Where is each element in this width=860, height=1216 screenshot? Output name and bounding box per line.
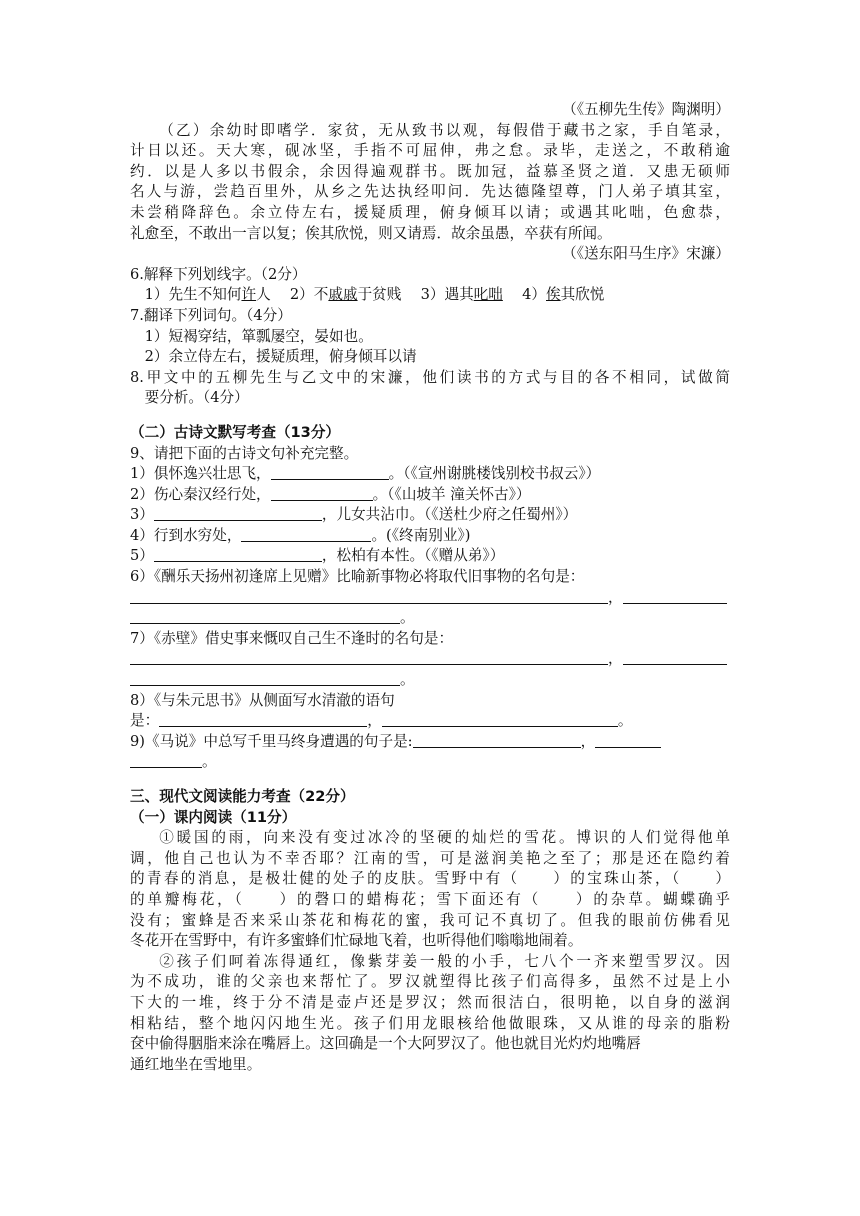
passage-line: 名人与游，尝趋百里外，从乡之先达执经叩问．先达德隆望尊，门人弟子填其室， [130, 183, 730, 201]
question-8-line-2: 要分析。（4分） [144, 389, 249, 407]
fill-item-3: 3） ，儿女共沾巾。（《送杜少府之任蜀州》） [130, 506, 578, 524]
answer-blank[interactable] [271, 485, 373, 501]
subsection-heading: （一）课内阅读（11分） [130, 808, 297, 826]
passage-line: 冬花开在雪野中，有许多蜜蜂们忙碌地飞着，也听得他们嗡嗡地闹着。 [130, 932, 583, 950]
answer-blank[interactable] [154, 505, 322, 521]
answer-blank[interactable] [595, 732, 661, 748]
answer-blank[interactable] [130, 670, 400, 686]
fill-item-4: 4）行到水穷处， 。(《终南别业》) [130, 526, 471, 544]
fill-item-2: 2）伤心秦汉经行处， 。（《山坡羊 潼关怀古》） [130, 485, 531, 503]
question-9-title: 9、请把下面的古诗文句补充完整。 [130, 444, 359, 462]
passage-snow [130, 828, 730, 1075]
question-6-title: 6.解释下列划线字。（2分） [130, 265, 307, 283]
question-8-line-1: 8.甲文中的五柳先生与乙文中的宋濂，他们读书的方式与目的各不相同，试做简 [130, 368, 730, 386]
fill-item-5: 5） ，松柏有本性。（《赠从弟》） [130, 547, 505, 565]
fill-item-9-blanks: 。 [130, 752, 730, 773]
fill-item-7-blanks: ， [130, 649, 730, 670]
passage-line: 计日以还。天大寒，砚冰坚，手指不可屈伸，弗之怠。录毕，走送之，不敢稍逾 [130, 142, 730, 160]
question-7-item-1: 1）短褐穿结，箪瓢屡空，晏如也。 [144, 327, 373, 345]
passage-line: 未尝稍降辞色。余立侍左右，援疑质理，俯身倾耳以请；或遇其叱咄，色愈恭， [130, 203, 730, 221]
answer-blank[interactable] [623, 588, 727, 604]
question-7-title: 7.翻译下列词句。（4分） [130, 306, 292, 324]
fill-item-8: 8）《与朱元思书》从侧面写水清澈的语句 [130, 691, 395, 709]
answer-blank[interactable] [130, 649, 608, 665]
answer-blank[interactable] [130, 752, 202, 768]
fill-item-7-blanks: 。 [130, 670, 730, 691]
answer-blank[interactable] [130, 588, 608, 604]
source-note: （《送东阳马生序》宋濂） [562, 245, 730, 263]
fill-item-9: 9)《马说》中总写千里马终身遭遇的句子是: ， [130, 732, 730, 753]
passage-line: 相粘结，整个地闪闪地生光。孩子们用龙眼核给他做眼珠，又从谁的母亲的脂粉 [130, 1014, 730, 1032]
passage-line: 为不成功，谁的父亲也来帮忙了。罗汉就塑得比孩子们高得多，虽然不过是上小 [130, 973, 730, 991]
answer-blank[interactable] [130, 608, 400, 624]
fill-item-1: 1）俱怀逸兴壮思飞， 。（《宣州谢朓楼饯别校书叔云》） [130, 465, 601, 483]
passage-line: 的青春的消息，是极壮健的处子的皮肤。雪野中有（ ）的宝珠山茶，（ ） [130, 870, 730, 888]
answer-blank[interactable] [154, 546, 322, 562]
passage-line: （乙）余幼时即嗜学．家贫，无从致书以观，每假借于藏书之家，手自笔录， [159, 121, 730, 139]
question-6-items: 1）先生不知何许人 2）不戚戚于贫贱 3）遇其叱咄 4）俟其欣悦 [144, 286, 605, 304]
passage-line: 没有；蜜蜂是否来采山茶花和梅花的蜜，我可记不真切了。但我的眼前仿佛看见 [130, 911, 730, 929]
section-heading: 三、现代文阅读能力考查（22分） [130, 788, 355, 805]
fill-item-8-blanks: 是： ， 。 [130, 712, 633, 730]
fill-item-7: 7）《赤壁》借史事来慨叹自己生不逢时的名句是： [130, 629, 454, 647]
passage-line: 通红地坐在雪地里。 [130, 1055, 262, 1073]
answer-blank[interactable] [413, 732, 581, 748]
passage-line: 奁中偷得胭脂来涂在嘴唇上。这回确是一个大阿罗汉了。他也就目光灼灼地嘴唇 [130, 1035, 641, 1053]
passage-line: 的单瓣梅花，（ ）的磬口的蜡梅花；雪下面还有（ ）的杂草。蝴蝶确乎 [130, 890, 730, 908]
answer-blank[interactable] [159, 711, 367, 727]
question-7-item-2: 2）余立侍左右，援疑质理，俯身倾耳以请 [144, 348, 417, 366]
fill-item-6: 6）《酬乐天扬州初逢席上见赠》比喻新事物必将取代旧事物的名句是： [130, 568, 585, 586]
passage-line: 礼愈至，不敢出一言以复；俟其欣悦，则又请焉．故余虽愚，卒获有所闻。 [130, 224, 612, 242]
fill-item-6-blanks: 。 [130, 608, 730, 629]
document-page [130, 100, 730, 1075]
fill-item-6-blanks: ， [130, 588, 730, 609]
passage-yi [130, 121, 730, 245]
source-note: （《五柳先生传》陶渊明） [562, 101, 730, 118]
passage-line: 下大的一堆，终于分不清是壶卢还是罗汉；然而很洁白，很明艳，以自身的滋润 [130, 993, 730, 1011]
answer-blank[interactable] [623, 649, 727, 665]
passage-line: ②孩子们呵着冻得通红，像紫芽姜一般的小手，七八个一齐来塑雪罗汉。因 [159, 952, 730, 970]
answer-blank[interactable] [382, 711, 618, 727]
passage-line: ①暖国的雨，向来没有变过冰冷的坚硬的灿烂的雪花。博识的人们觉得他单 [159, 829, 730, 847]
passage-line: 约．以是人多以书假余，余因得遍观群书。既加冠，益慕圣贤之道．又患无硕师 [130, 162, 730, 180]
answer-blank[interactable] [241, 526, 371, 542]
passage-line: 调，他自己也认为不幸否耶？江南的雪，可是滋润美艳之至了；那是还在隐约着 [130, 849, 730, 867]
answer-blank[interactable] [271, 464, 389, 480]
section-heading: （二）古诗文默写考查（13分） [130, 423, 341, 441]
